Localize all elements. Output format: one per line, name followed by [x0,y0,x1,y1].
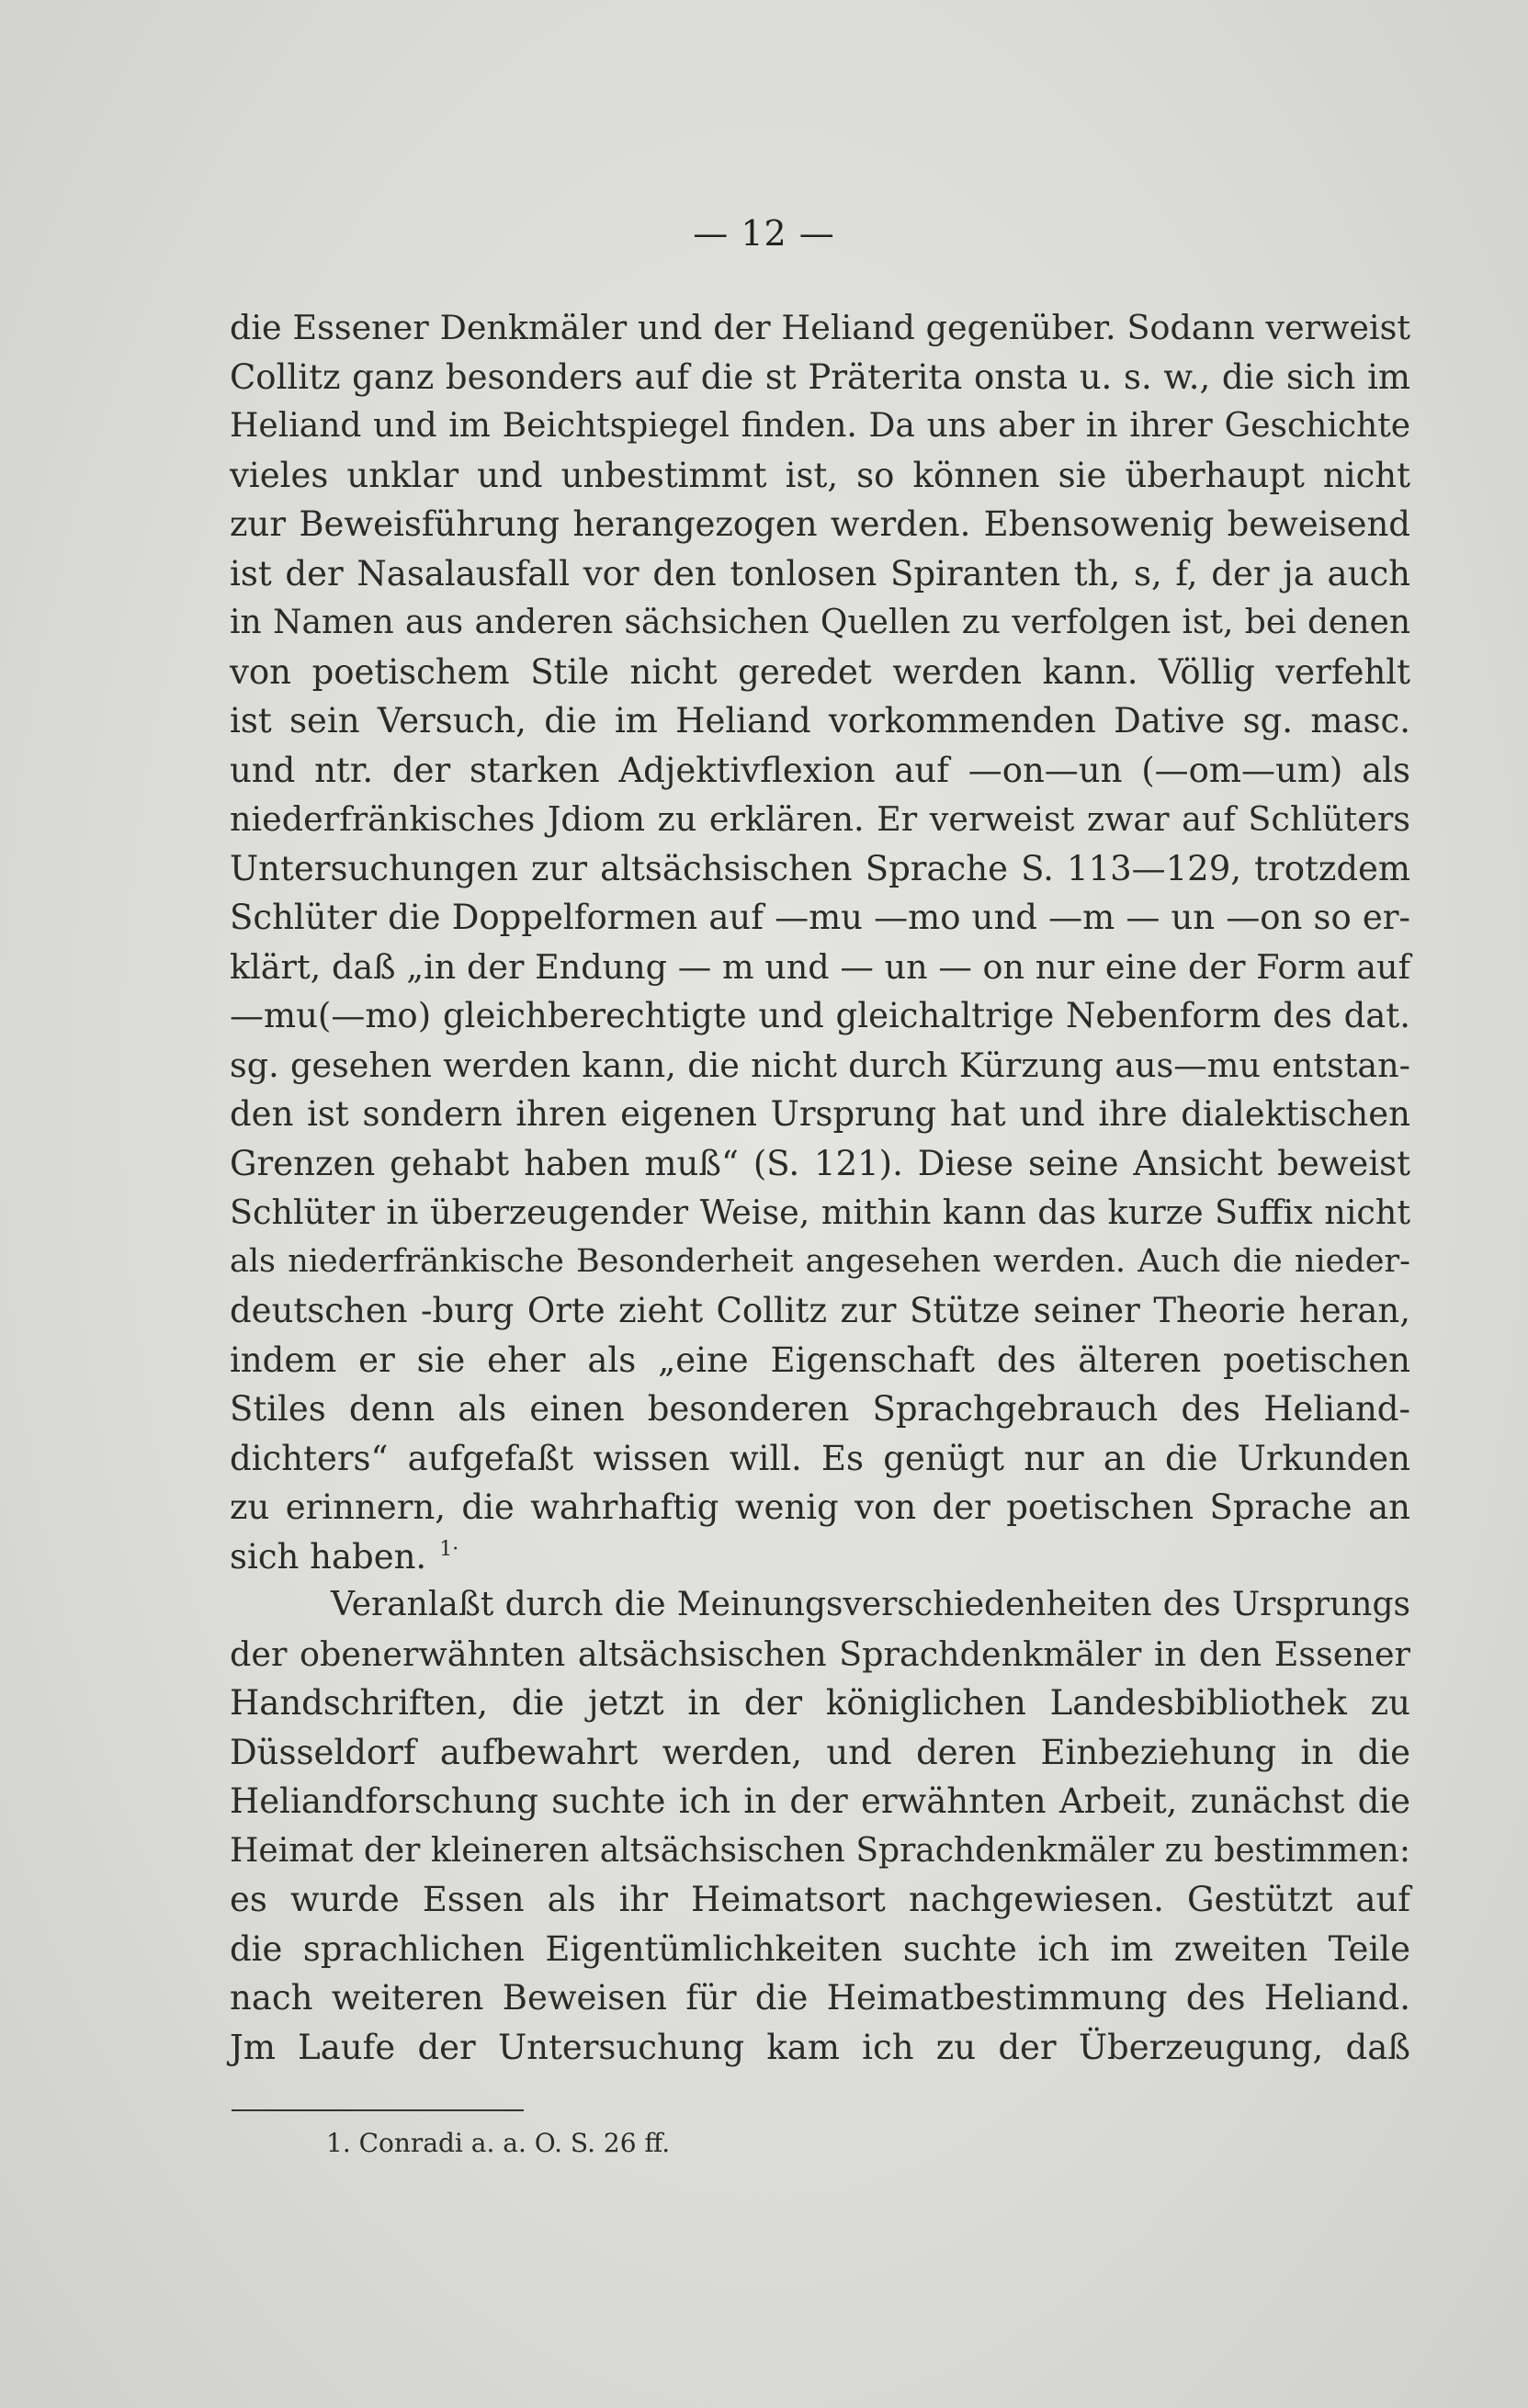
text-line: klärt, daß „in der Endung — m und — un — on nur eine der Form auf [230,946,1410,987]
footnote-reference[interactable]: 1· [439,1538,459,1562]
page-number: — 12 — [693,213,835,254]
text-line: von poetischem Stile nicht geredet werden kann. Völlig verfehlt [230,651,1410,692]
text-line: Schlüter die Doppelformen auf —mu —mo und —m — un —on so er- [230,898,1410,937]
text-line: zu erinnern, die wahrhaftig wenig von der poetischen Sprache an [230,1487,1410,1527]
text-line: Collitz ganz besonders auf die st Präterita onsta u. s. w., die sich im [230,356,1410,397]
text-line: als niederfränkische Besonderheit angesehen werden. Auch die nieder- [230,1242,1410,1280]
text-line: ist der Nasalausfall vor den tonlosen Spiranten th, s, f, der ja auch [230,553,1410,594]
text-line: die Essener Denkmäler und der Heliand gegenüber. Sodann verweist [230,308,1410,347]
text-line: die sprachlichen Eigentümlichkeiten suchte ich im zweiten Teile [230,1928,1410,1969]
text-line: nach weiteren Beweisen für die Heimatbestimmung des Heliand. [230,1978,1410,2018]
text-line: —mu(—mo) gleichberechtigte und gleichaltrige Nebenform des dat. [230,996,1410,1035]
text-line: Stiles denn als einen besonderen Sprachgebrauch des Heliand- [230,1389,1410,1429]
text-line: dichters“ aufgefaßt wissen will. Es genügt nur an die Urkunden [230,1438,1410,1478]
text-line: und ntr. der starken Adjektivflexion auf —on—un (—om—um) als [230,750,1410,790]
text-line: in Namen aus anderen sächsichen Quellen zu verfolgen ist, bei denen [230,604,1410,641]
text-line: Grenzen gehabt haben muß“ (S. 121). Diese seine Ansicht beweist [230,1143,1410,1183]
text-line-last [230,1532,1410,1582]
text-line: vieles unklar und unbestimmt ist, so können sie überhaupt nicht [230,455,1410,495]
text-line: den ist sondern ihren eigenen Ursprung hat und ihre dialektischen [230,1094,1410,1134]
text-line: der obenerwähnten altsächsischen Sprachdenkmäler in den Essener [230,1634,1410,1674]
text-line: Veranlaßt durch die Meinungsverschiedenheiten des Ursprungs [331,1586,1410,1623]
paragraph-1 [230,303,1410,1581]
text-line: Jm Laufe der Untersuchung kam ich zu der Überzeugung, daß [230,2027,1410,2067]
text-line: ist sein Versuch, die im Heliand vorkommenden Dative sg. masc. [230,701,1410,740]
text-line: Schlüter in überzeugender Weise, mithin kann das kurze Suffix nicht [230,1193,1410,1232]
text-line: Düsseldorf aufbewahrt werden, und deren Einbeziehung in die [230,1732,1410,1772]
text-line-content: sich haben. [230,1536,427,1577]
text-line: Heimat der kleineren altsächsischen Sprachdenkmäler zu bestimmen: [230,1831,1410,1870]
text-line: Handschriften, die jetzt in der königlichen Landesbibliothek zu [230,1683,1410,1723]
text-line: deutschen -burg Orte zieht Collitz zur Stütze seiner Theorie heran, [230,1291,1410,1330]
footnote: 1. Conradi a. a. O. S. 26 ff. [326,2128,671,2158]
text-line: es wurde Essen als ihr Heimatsort nachgewiesen. Gestützt auf [230,1880,1410,1919]
paragraph-2 [230,1580,1410,2072]
footnote-divider [232,2109,524,2111]
text-line: Untersuchungen zur altsächsischen Sprache S. 113—129, trotzdem [230,848,1410,888]
text-line: sg. gesehen werden kann, die nicht durch Kürzung aus—mu entstan- [230,1045,1410,1085]
text-line: niederfränkisches Jdiom zu erklären. Er verweist zwar auf Schlüters [230,799,1410,839]
text-line: indem er sie eher als „eine Eigenschaft des älteren poetischen [230,1340,1410,1380]
text-line: Heliand und im Beichtspiegel finden. Da uns aber in ihrer Geschichte [230,407,1410,445]
text-line: zur Beweisführung herangezogen werden. Ebensowenig beweisend [230,504,1410,544]
text-line: Heliandforschung suchte ich in der erwähnten Arbeit, zunächst die [230,1781,1410,1821]
